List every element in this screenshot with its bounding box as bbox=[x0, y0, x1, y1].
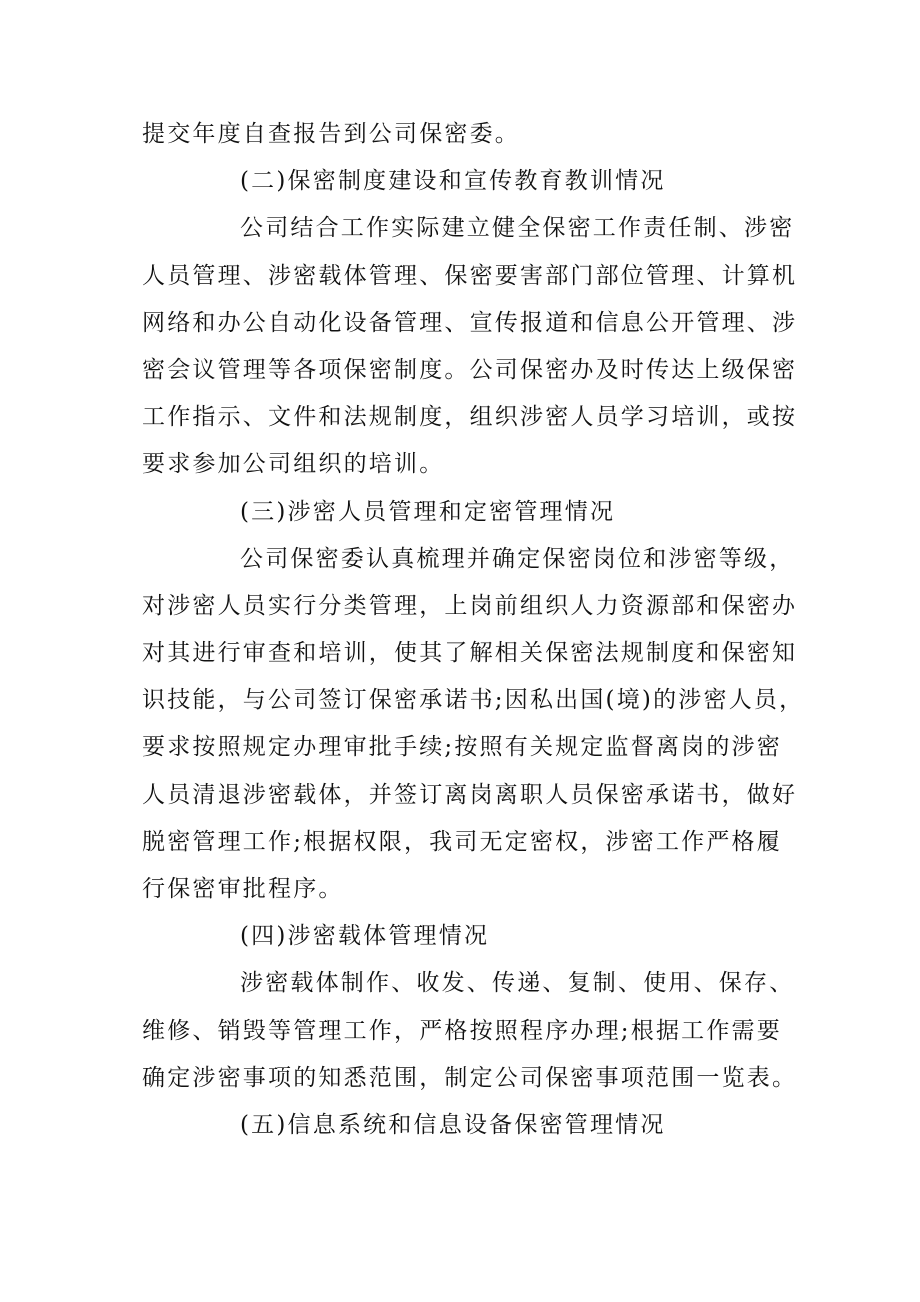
text-line: 密会议管理等各项保密制度。公司保密办及时传达上级保密 bbox=[142, 356, 798, 383]
text-line: 对其进行审查和培训，使其了解相关保密法规制度和保密知 bbox=[142, 640, 798, 667]
text-line: 工作指示、文件和法规制度，组织涉密人员学习培训，或按 bbox=[142, 404, 798, 431]
document-body bbox=[142, 111, 805, 1149]
text-line: 要求按照规定办理审批手续;按照有关规定监督离岗的涉密 bbox=[142, 734, 782, 761]
text-line: 识技能，与公司签订保密承诺书;因私出国(境)的涉密人员， bbox=[142, 687, 805, 714]
text-line: 涉密载体制作、收发、传递、复制、使用、保存、 bbox=[240, 970, 795, 997]
text-line: 脱密管理工作;根据权限，我司无定密权，涉密工作严格履 bbox=[142, 828, 782, 855]
text-line: 对涉密人员实行分类管理，上岗前组织人力资源部和保密办 bbox=[142, 592, 798, 619]
text-line: 提交年度自查报告到公司保密委。 bbox=[142, 121, 520, 147]
text-line: 维修、销毁等管理工作，严格按照程序办理;根据工作需要 bbox=[142, 1017, 782, 1044]
text-line: 人员清退涉密载体，并签订离岗离职人员保密承诺书，做好 bbox=[142, 781, 798, 808]
section-heading: (三)涉密人员管理和定密管理情况 bbox=[240, 498, 616, 525]
text-line: 公司保密委认真梳理并确定保密岗位和涉密等级， bbox=[240, 545, 795, 572]
section-heading: (二)保密制度建设和宣传教育教训情况 bbox=[240, 168, 666, 195]
text-line: 公司结合工作实际建立健全保密工作责任制、涉密 bbox=[240, 215, 795, 242]
text-line: 要求参加公司组织的培训。 bbox=[142, 451, 445, 478]
text-line: 确定涉密事项的知悉范围，制定公司保密事项范围一览表。 bbox=[142, 1064, 798, 1091]
section-heading: (四)涉密载体管理情况 bbox=[240, 923, 490, 950]
text-line: 网络和办公自动化设备管理、宣传报道和信息公开管理、涉 bbox=[142, 309, 798, 336]
text-line: 行保密审批程序。 bbox=[142, 876, 344, 902]
section-heading: (五)信息系统和信息设备保密管理情况 bbox=[240, 1111, 666, 1138]
text-line: 人员管理、涉密载体管理、保密要害部门部位管理、计算机 bbox=[142, 262, 798, 289]
